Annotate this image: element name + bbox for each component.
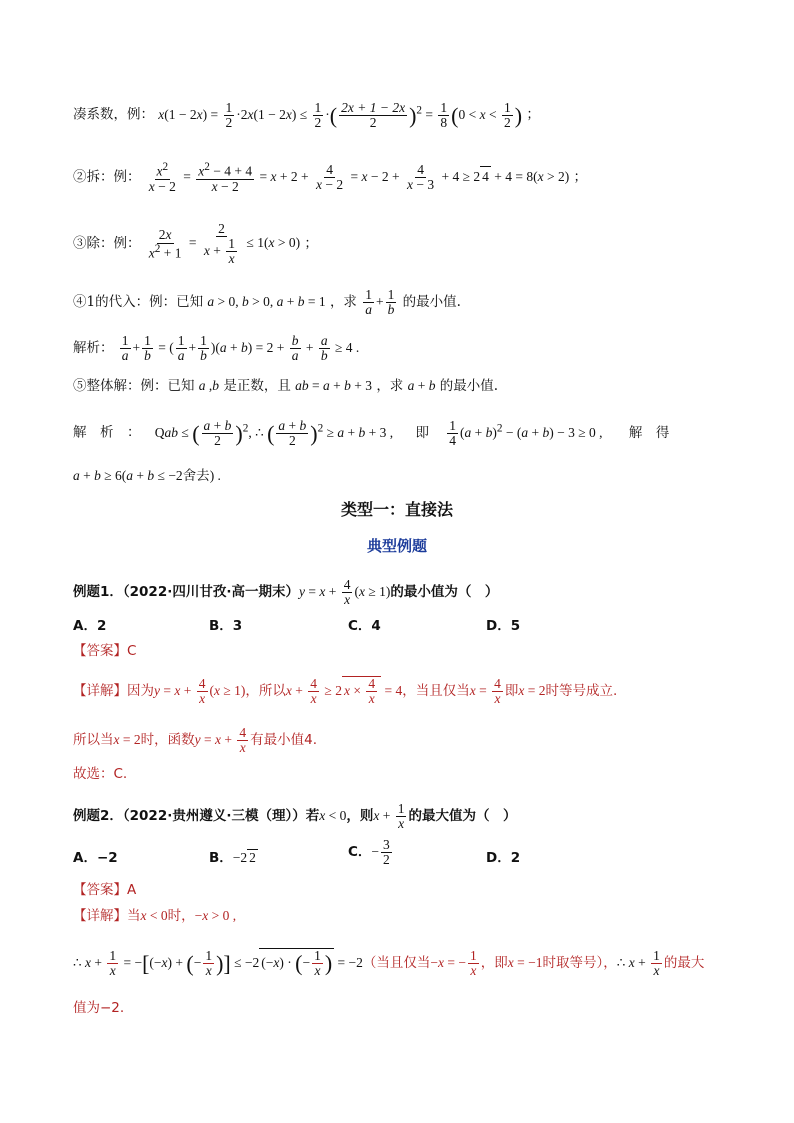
example-1-option-a[interactable]: A．2: [73, 618, 107, 634]
intro-line-substitute-one: ④1的代入：例：已知 a > 0, b > 0, a + b = 1 ，求 $\frac{1}{a}$ + $\frac{1}{b}$ 的最小值.: [73, 287, 461, 318]
formula-divide: $\frac{2x}{x^2 + 1}$ = 2 x + $\frac{1}{x}$ ≤ 1(x > 0): [148, 221, 301, 267]
example-2-option-a[interactable]: A．−2: [73, 850, 118, 866]
formula-split: $\frac{x^2}{x - 2}$ = $\frac{x^2 - 4 + 4}{x - 2}$ = x + 2 + $\frac{4}{x - 2}$ = x − 2 + $\frac{4}{x - 3}$ + 4 ≥ 2 4 + 4 = 8(x > 2): [148, 161, 570, 194]
example-1-choose: 故选：C.: [73, 766, 128, 782]
example-2-answer: 【答案】A: [73, 882, 137, 898]
formula-condition: a > 0, b > 0, a + b = 1: [207, 293, 326, 309]
intro-line-divide: ③除：例： $\frac{2x}{x^2 + 1}$ = 2 x + $\frac{1}{x}$ ≤ 1(x > 0) ；: [73, 221, 318, 267]
example-2-question: 例题2．（2022·贵州遵义·三模（理））若x < 0，则x + $\frac{1}{x}$ 的最大值为（ ）: [73, 801, 517, 832]
formula-coefficient: x(1 − 2x) = $\frac{1}{2}$ ·2x(1 − 2x) ≤ $\frac{1}{2}$ ·( $\frac{2x + 1 - 2x}{2}$ )$^2$ = $\frac{1}{8}$ (0 < x < $\frac{1}{2}$ ): [158, 99, 523, 130]
section-subtitle: 典型例题: [366, 537, 427, 555]
example-1-answer: 【答案】C: [73, 643, 137, 659]
example-2-option-d[interactable]: D．2: [486, 850, 521, 866]
example-1-option-c[interactable]: C．4: [348, 618, 381, 634]
intro-line-whole: ⑤整体解：例：已知 a ,b 是正数，且 ab = a + b + 3 ，求 a + b 的最小值.: [73, 378, 499, 394]
section-title: 类型一：直接法: [340, 500, 453, 519]
example-2-detail-2: ∴ x + $\frac{1}{x}$ = −[(−x) + (− $\frac{1}{x}$ )] ≤ −2 (−x) · (− $\frac{1}{x}$ ) = −2（当且仅当−x = − $\frac{1}{x}$ ，即x = −1时取等号），∴ x + $\frac{1}{x}$ 的最大: [73, 948, 705, 979]
example-1-question: 例题1．（2022·四川甘孜·高一期末）y = x + $\frac{4}{x}$ (x ≥ 1)的最小值为（ ）: [73, 577, 499, 608]
formula-solution: $\frac{1}{a}$ + $\frac{1}{b}$ = ( $\frac{1}{a}$ + $\frac{1}{b}$ )(a + b) = 2 + $\frac{b}{a}$ + $\frac{a}{b}$ ≥ 4 .: [121, 333, 360, 364]
intro-line-solution: 解析： $\frac{1}{a}$ + $\frac{1}{b}$ = ( $\frac{1}{a}$ + $\frac{1}{b}$ )(a + b) = 2 + $\frac{b}{a}$ + $\frac{a}{b}$ ≥ 4 .: [73, 333, 360, 364]
example-2-detail-3: 值为−2.: [73, 1000, 125, 1016]
example-1-detail: 【详解】因为y = x + $\frac{4}{x}$ (x ≥ 1)，所以x + $\frac{4}{x}$ ≥ 2 x × $\frac{4}{x}$ = 4，当且仅当x = $\frac{4}{x}$ 即x = 2时等号成立.: [73, 676, 618, 707]
intro-line-result: a + b ≥ 6(a + b ≤ −2舍去) .: [73, 468, 221, 484]
formula-target: $\frac{1}{a}$ + $\frac{1}{b}$: [365, 287, 395, 318]
example-1-option-b[interactable]: B．3: [209, 618, 243, 634]
example-1-detail-2: 所以当x = 2时，函数y = x + $\frac{4}{x}$ 有最小值4.: [73, 725, 318, 756]
intro-line-coefficient: 凑系数，例： x(1 − 2x) = $\frac{1}{2}$ ·2x(1 − 2x) ≤ $\frac{1}{2}$ ·( $\frac{2x + 1 - 2x}{2}$ )$^2$ = $\frac{1}{8}$ (0 < x < $\frac{1}{2}$ ) ；: [73, 99, 540, 130]
example-1-option-d[interactable]: D．5: [486, 618, 521, 634]
example-2-option-c[interactable]: C．− $\frac{3}{2}$: [348, 837, 390, 868]
intro-line-split: ②拆：例： $\frac{x^2}{x - 2}$ = $\frac{x^2 - 4 + 4}{x - 2}$ = x + 2 + $\frac{4}{x - 2}$ = x − 2 + $\frac{4}{x - 3}$ + 4 ≥ 2 4 + 4 = 8(x > 2) ；: [73, 161, 588, 194]
example-2-detail: 【详解】当x < 0时，−x > 0 ,: [73, 908, 237, 924]
intro-line-whole-solution: 解 析 ： Qab ≤ ( $\frac{a + b}{2}$ )$^2$, ∴ ( $\frac{a + b}{2}$ )$^2$ ≥ a + b + 3 , 即 $\frac{1}{4}$ $(a + b)^2 - (a + b) - 3 \ge 0$ , 解 得: [73, 417, 670, 448]
formula-whole-solution: Qab ≤ ( $\frac{a + b}{2}$ )$^2$, ∴ ( $\frac{a + b}{2}$ )$^2$ ≥ a + b + 3 ,: [154, 417, 394, 448]
example-2-option-b[interactable]: B．−2 2: [209, 850, 256, 866]
